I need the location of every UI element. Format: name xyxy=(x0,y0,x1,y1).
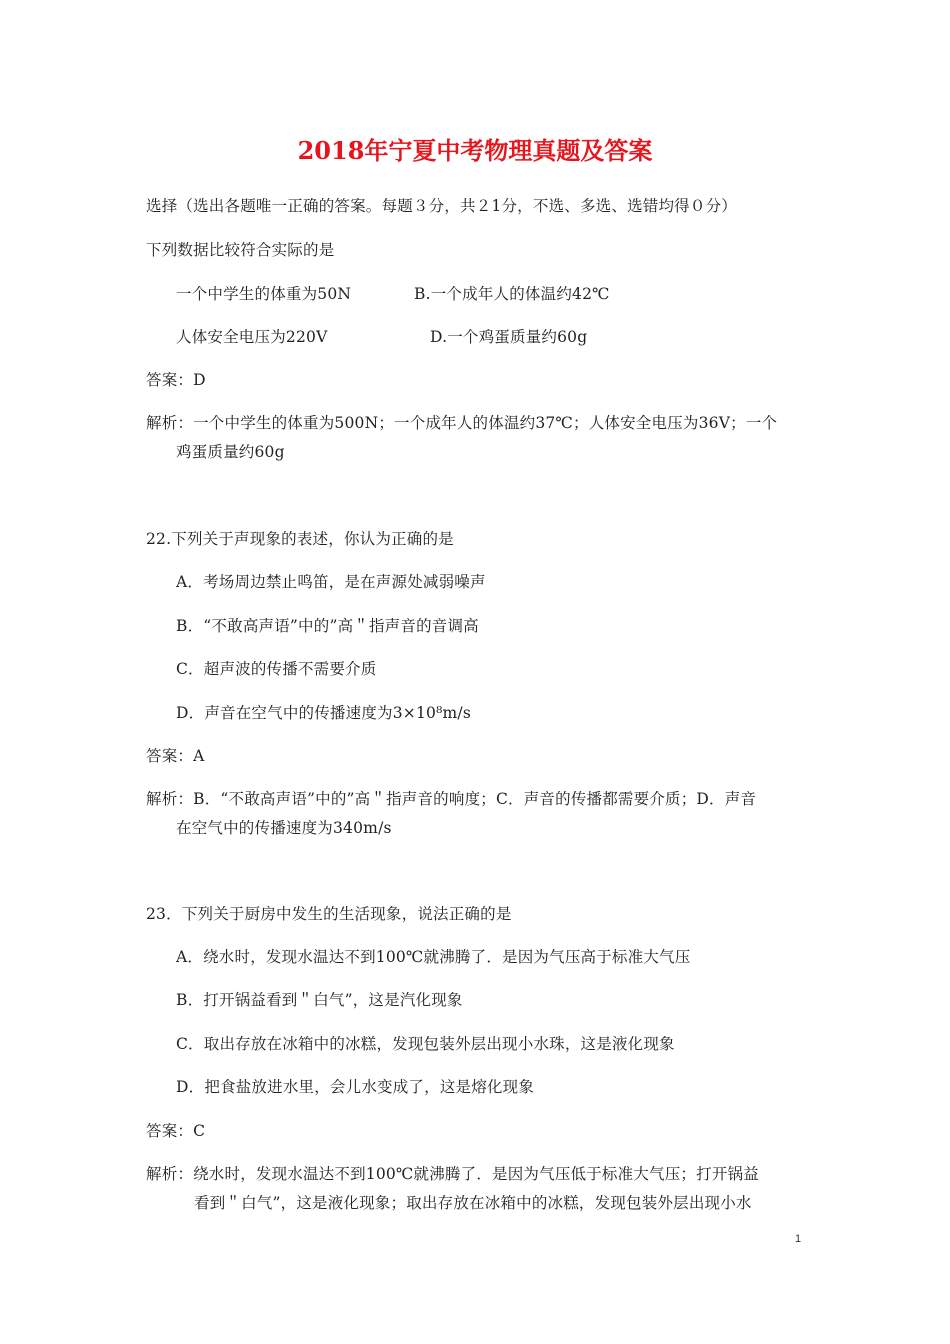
question-22-answer: 答案：A xyxy=(146,747,205,765)
section-header: 选择（选出各题唯一正确的答案。每题３分，共２1分，不选、多选、选错均得０分） xyxy=(146,197,737,215)
question-21-analysis-line1: 解析：一个中学生的体重为500N；一个成年人的体温约37℃；人体安全电压为36V；一个 xyxy=(146,414,778,432)
question-21-option-c: 人体安全电压为220V xyxy=(176,328,328,346)
question-22-option-a: A．考场周边禁止鸣笛，是在声源处减弱噪声 xyxy=(176,573,486,591)
question-21-stem: 下列数据比较符合实际的是 xyxy=(146,241,335,259)
question-22-option-b: B．“不敢高声语”中的”高＂指声音的音调高 xyxy=(176,617,479,635)
question-21-option-b: B.一个成年人的体温约42℃ xyxy=(414,285,610,303)
page-number: 1 xyxy=(795,1233,802,1245)
question-23-option-d: D．把食盐放进水里，会儿水变成了，这是熔化现象 xyxy=(176,1078,535,1096)
question-22-analysis-line2: 在空气中的传播速度为340m/s xyxy=(176,819,392,837)
question-21-answer: 答案：D xyxy=(146,371,206,389)
question-23-analysis-line2: 看到＂白气”，这是液化现象；取出存放在冰箱中的冰糕，发现包装外层出现小水 xyxy=(194,1194,752,1212)
question-21-analysis-line2: 鸡蛋质量约60g xyxy=(176,443,285,461)
question-21-option-a: 一个中学生的体重为50N xyxy=(176,285,352,303)
question-23-stem: 23．下列关于厨房中发生的生活现象，说法正确的是 xyxy=(146,905,512,923)
question-21-option-d: D.一个鸡蛋质量约60g xyxy=(430,328,588,346)
question-22-option-c: C．超声波的传播不需要介质 xyxy=(176,660,377,678)
question-23-analysis-line1: 解析：绕水时，发现水温达不到100℃就沸腾了．是因为气压低于标准大气压；打开锅益 xyxy=(146,1165,759,1183)
question-23-option-b: B．打开锅益看到＂白气”，这是汽化现象 xyxy=(176,991,463,1009)
question-23-option-a: A．绕水时，发现水温达不到100℃就沸腾了．是因为气压高于标准大气压 xyxy=(176,948,691,966)
question-23-option-c: C．取出存放在冰箱中的冰糕，发现包装外层出现小水珠，这是液化现象 xyxy=(176,1035,675,1053)
question-22-stem: 22.下列关于声现象的表述，你认为正确的是 xyxy=(146,530,454,548)
question-23-answer: 答案：C xyxy=(146,1122,206,1140)
question-22-option-d: D．声音在空气中的传播速度为3×10⁸m/s xyxy=(176,704,471,722)
document-title: 2018年宁夏中考物理真题及答案 xyxy=(297,136,653,165)
question-22-analysis-line1: 解析：B．“不敢高声语”中的”高＂指声音的响度；C．声音的传播都需要介质；D．声音 xyxy=(146,790,757,808)
